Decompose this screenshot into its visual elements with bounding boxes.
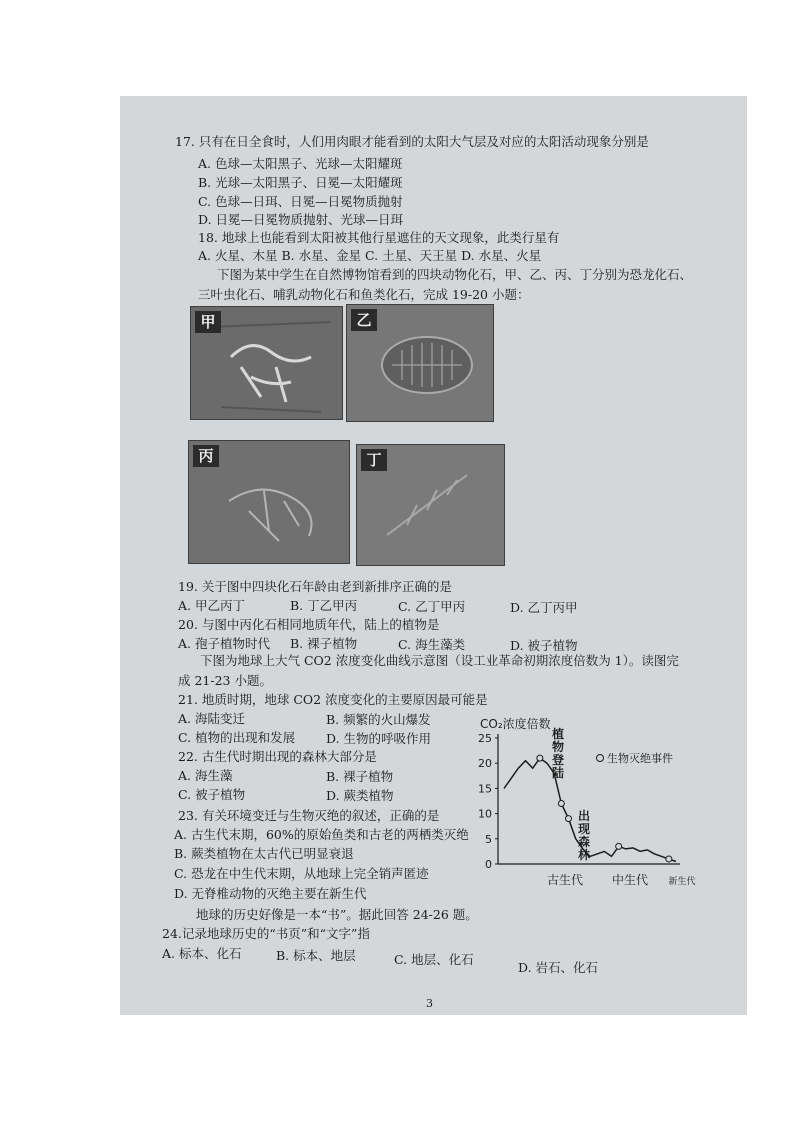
q19-option-d: D. 乙丁丙甲 [510,600,578,615]
intro-19-20-line2: 三叶虫化石、哺乳动物化石和鱼类化石，完成 19-20 小题： [198,287,530,302]
chart-y-tick-label: 15 [478,782,492,796]
q23-option-b: B. 蕨类植物在太古代已明显衰退 [174,846,354,861]
q19-option-c: C. 乙丁甲丙 [398,599,466,614]
intro-21-23-line1: 下图为地球上大气 CO2 浓度变化曲线示意图（设工业革命初期浓度倍数为 1）。读图完 [200,653,679,668]
chart-y-tick-label: 25 [478,732,492,745]
chart-y-tick-label: 20 [478,757,492,771]
chart-extinction-marker [616,843,622,849]
chart-y-tick-label: 10 [478,807,492,821]
chart-annotation-char: 现 [578,822,591,836]
q20-stem: 20. 与图中丙化石相同地质年代，陆上的植物是 [178,617,440,632]
q20-option-c: C. 海生藻类 [398,637,466,652]
chart-annotations [551,726,591,862]
q18-options: A. 火星、木星 B. 水星、金星 C. 土星、天王星 D. 水星、火星 [198,248,542,263]
q19-stem: 19. 关于图中四块化石年龄由老到新排序正确的是 [178,579,452,594]
q22-option-c: C. 被子植物 [178,787,246,802]
q20-option-a: A. 孢子植物时代 [178,636,270,651]
q17-option-b: B. 光球—太阳黑子、日冕—太阳耀斑 [198,175,403,190]
fossil-label-jia: 甲 [195,311,221,333]
chart-y-tick-label: 0 [485,858,492,871]
q24-option-a: A. 标本、化石 [162,946,242,961]
fossil-label-bing: 丙 [193,445,219,467]
fossil-photo-ding [356,444,505,566]
q22-option-a: A. 海生藻 [178,768,233,783]
q21-stem: 21. 地质时期，地球 CO2 浓度变化的主要原因最可能是 [178,692,488,707]
chart-era-label: 古生代 [546,873,584,887]
chart-extinction-marker [558,801,564,807]
chart-annotation-char: 森 [578,835,591,849]
chart-annotation-char: 登 [552,753,565,767]
q19-option-a: A. 甲乙丙丁 [178,598,245,613]
chart-annotation-char: 林 [578,848,591,862]
q17-option-c: C. 色球—日珥、日冕—日冕物质抛射 [198,194,403,209]
q22-stem: 22. 古生代时期出现的森林大部分是 [178,749,377,764]
q19-option-b: B. 丁乙甲丙 [290,598,358,613]
q24-option-b: B. 标本、地层 [276,948,356,963]
q23-option-c: C. 恐龙在中生代末期，从地球上完全销声匿迹 [174,866,429,881]
fossil-photo-jia [190,306,343,420]
q22-option-b: B. 裸子植物 [326,769,394,784]
intro-19-20-line1: 下图为某中学生在自然博物馆看到的四块动物化石，甲、乙、丙、丁分别为恐龙化石、 [217,267,693,282]
chart-era-label: 新生代 [668,877,696,887]
q23-stem: 23. 有关环境变迁与生物灭绝的叙述，正确的是 [178,808,440,823]
intro-21-23-line2: 成 21-23 小题。 [178,673,272,688]
chart-extinction-marker [566,816,572,822]
q20-option-d: D. 被子植物 [510,638,578,653]
q17-stem: 17. 只有在日全食时，人们用肉眼才能看到的太阳大气层及对应的太阳活动现象分别是 [175,134,649,149]
page-number: 3 [426,997,433,1010]
fossil-label-yi: 乙 [351,309,377,331]
q21-option-d: D. 生物的呼吸作用 [326,731,432,746]
chart-legend-label: 生物灭绝事件 [607,752,673,765]
fossil-photo-bing [188,440,350,564]
q20-option-b: B. 裸子植物 [290,636,358,651]
chart-x-labels [547,872,696,887]
chart-extinction-marker [666,856,672,862]
q17-option-a: A. 色球—太阳黑子、光球—太阳耀斑 [198,156,403,171]
q21-option-c: C. 植物的出现和发展 [178,730,296,745]
q17-option-d: D. 日冕—日冕物质抛射、光球—日珥 [198,212,404,227]
scanned-page [120,96,747,1015]
q23-option-a: A. 古生代末期，60%的原始鱼类和古老的两栖类灭绝 [174,827,469,842]
q23-option-d: D. 无脊椎动物的灭绝主要在新生代 [174,886,367,901]
chart-title: CO₂浓度倍数 [480,717,551,731]
chart-extinction-marker [537,755,543,761]
chart-era-label: 中生代 [611,873,649,887]
q24-option-c: C. 地层、化石 [394,952,474,967]
intro-24-26: 地球的历史好像是一本“书”。据此回答 24-26 题。 [196,907,478,922]
chart-legend-marker [597,755,604,762]
q21-option-b: B. 频繁的火山爆发 [326,712,431,727]
chart-annotation-char: 物 [552,740,565,754]
chart-annotation-char: 出 [578,809,591,823]
chart-annotation-char: 植 [552,727,565,741]
q24-stem: 24.记录地球历史的“书页”和“文字”指 [162,926,370,941]
q18-stem: 18. 地球上也能看到太阳被其他行星遮住的天文现象，此类行星有 [198,230,560,245]
q22-option-d: D. 蕨类植物 [326,788,394,803]
chart-annotation-char: 陆 [552,766,565,780]
fossil-label-ding: 丁 [361,449,387,471]
fossil-photo-yi [346,304,494,422]
chart-y-tick-label: 5 [485,832,492,846]
q24-option-d: D. 岩石、化石 [518,960,599,975]
co2-chart [470,716,700,896]
q21-option-a: A. 海陆变迁 [178,711,245,726]
chart-y-ticks [478,732,498,871]
